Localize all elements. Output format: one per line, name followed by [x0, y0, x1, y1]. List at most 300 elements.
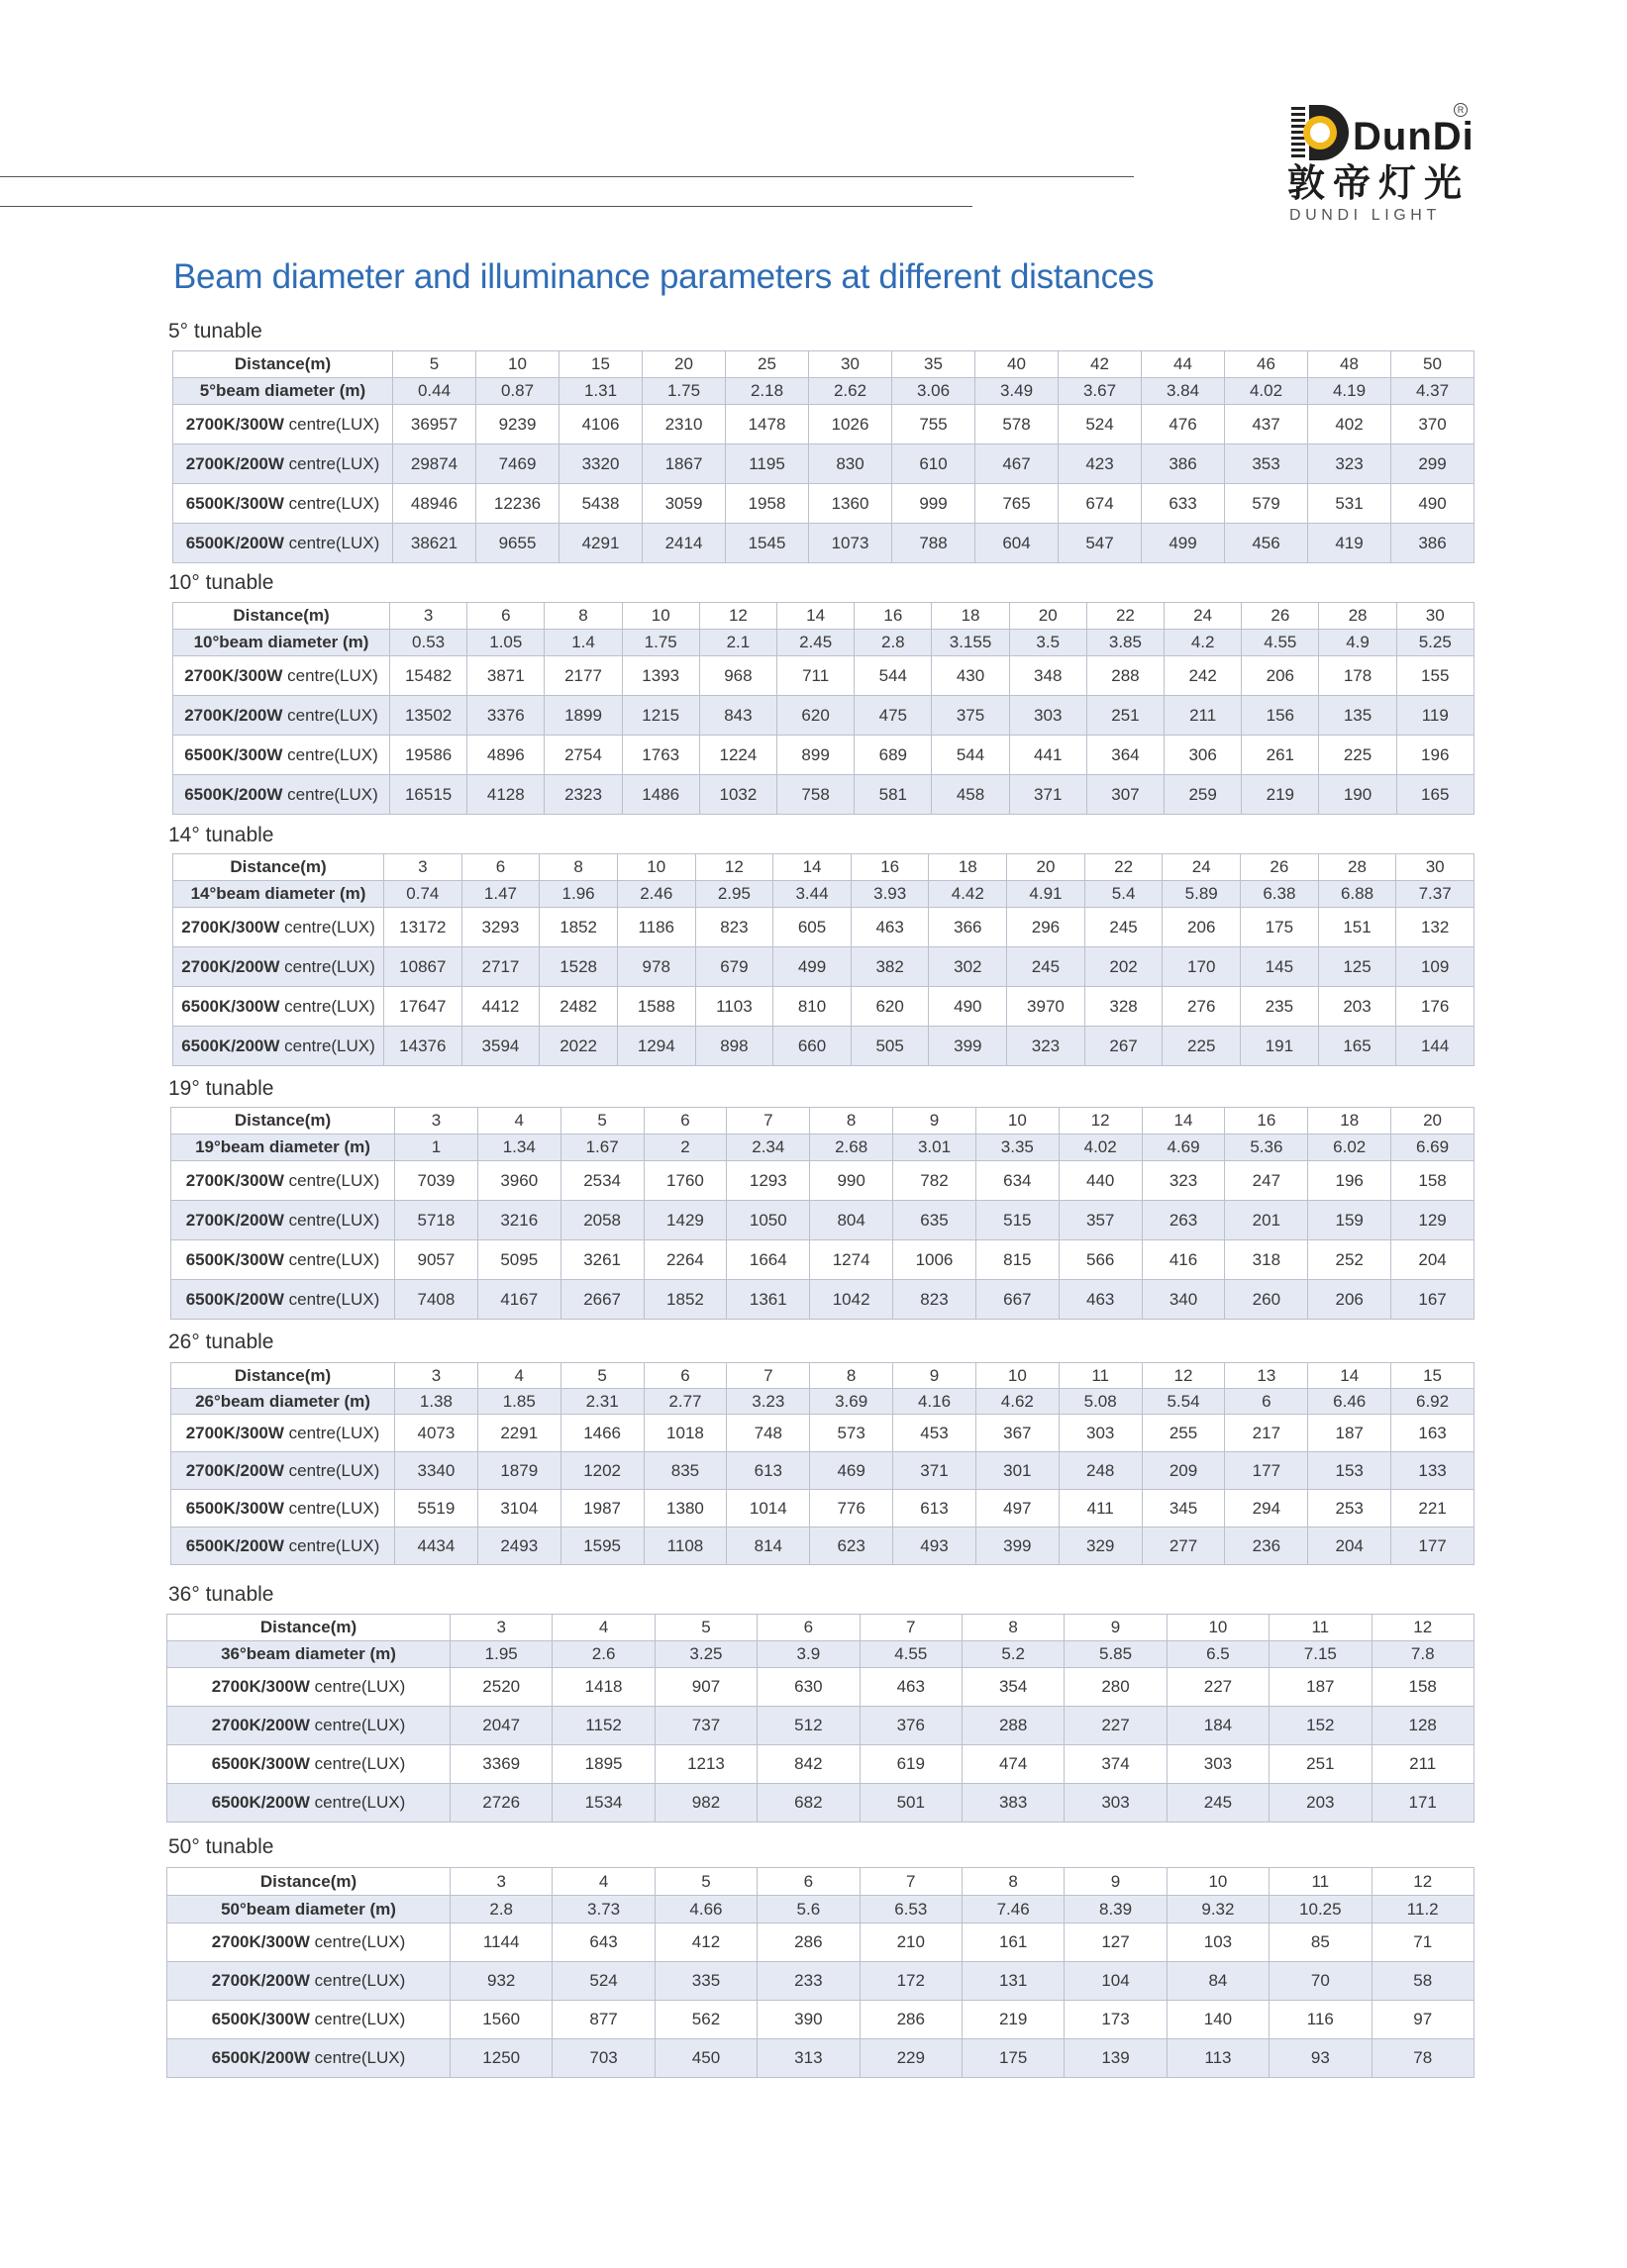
- lux-cell: 1393: [622, 656, 699, 696]
- lux-cell: 303: [1167, 1745, 1269, 1784]
- beam-cell: 3.9: [758, 1641, 860, 1668]
- lux-cell: 161: [962, 1923, 1064, 1962]
- distance-cell: 5: [560, 1363, 644, 1389]
- beam-cell: 6.5: [1167, 1641, 1269, 1668]
- lux-cell: 490: [1391, 484, 1474, 524]
- illuminance-row: [167, 1784, 1474, 1823]
- illuminance-row: [173, 1027, 1474, 1066]
- lux-cell: 196: [1308, 1161, 1391, 1201]
- lux-cell: 3871: [467, 656, 545, 696]
- distance-cell: 15: [1391, 1363, 1474, 1389]
- lux-cell: 245: [1007, 947, 1085, 987]
- lux-cell: 755: [892, 405, 975, 444]
- lux-cell: 390: [758, 2001, 860, 2039]
- beam-cell: 5.6: [758, 1896, 860, 1923]
- row-label: [173, 524, 393, 563]
- row-label-head: 2700K/300W: [185, 1170, 284, 1190]
- lux-cell: 10867: [384, 947, 462, 987]
- row-label: 19°beam diameter (m): [171, 1134, 395, 1161]
- lux-cell: 643: [553, 1923, 655, 1962]
- lux-cell: 139: [1065, 2039, 1167, 2078]
- lux-cell: 288: [962, 1707, 1064, 1745]
- lux-cell: 968: [699, 656, 776, 696]
- distance-cell: 7: [860, 1868, 962, 1896]
- distance-cell: 14: [773, 854, 852, 881]
- lux-cell: 345: [1142, 1490, 1225, 1528]
- beam-cell: 1.75: [643, 378, 726, 405]
- lux-cell: 524: [1059, 405, 1142, 444]
- row-label: [167, 1923, 451, 1962]
- lux-cell: 109: [1396, 947, 1474, 987]
- lux-cell: 2520: [451, 1668, 553, 1707]
- lux-cell: 135: [1319, 696, 1396, 736]
- lux-cell: 151: [1318, 908, 1396, 947]
- distance-cell: 18: [932, 603, 1009, 630]
- beam-cell: 1.47: [461, 881, 540, 908]
- lux-cell: 245: [1167, 1784, 1269, 1823]
- lux-cell: 206: [1308, 1280, 1391, 1320]
- row-label-tail: centre(LUX): [283, 533, 380, 552]
- illuminance-row: [167, 1707, 1474, 1745]
- beam-diameter-row: [167, 1896, 1474, 1923]
- distance-cell: 7: [860, 1615, 962, 1641]
- distance-cell: 8: [962, 1868, 1064, 1896]
- lux-cell: 145: [1241, 947, 1319, 987]
- lux-cell: 505: [851, 1027, 929, 1066]
- lux-cell: 286: [758, 1923, 860, 1962]
- lux-cell: 1294: [617, 1027, 695, 1066]
- lux-cell: 610: [892, 444, 975, 484]
- beam-cell: 2.6: [553, 1641, 655, 1668]
- beam-cell: 5.2: [962, 1641, 1064, 1668]
- distance-cell: 18: [1308, 1108, 1391, 1134]
- lux-cell: 4896: [467, 736, 545, 775]
- beam-cell: 0.53: [390, 630, 467, 656]
- distance-cell: 8: [545, 603, 622, 630]
- page-title: Beam diameter and illuminance parameters at different distances: [173, 257, 1155, 296]
- lux-cell: 1478: [726, 405, 809, 444]
- lux-cell: 3340: [395, 1452, 478, 1490]
- illuminance-row: [173, 656, 1474, 696]
- distance-row: [167, 1615, 1474, 1641]
- beam-cell: 6.53: [860, 1896, 962, 1923]
- lux-cell: 128: [1372, 1707, 1474, 1745]
- lux-cell: 898: [695, 1027, 773, 1066]
- lux-cell: 782: [893, 1161, 976, 1201]
- lux-cell: 204: [1308, 1528, 1391, 1565]
- lux-cell: 1588: [617, 987, 695, 1027]
- lux-cell: 682: [758, 1784, 860, 1823]
- beam-cell: 4.19: [1308, 378, 1391, 405]
- beam-cell: 1: [395, 1134, 478, 1161]
- distance-cell: 10: [1167, 1615, 1269, 1641]
- lux-cell: 5095: [477, 1240, 560, 1280]
- distance-cell: 50: [1391, 351, 1474, 378]
- lux-cell: 613: [893, 1490, 976, 1528]
- beam-cell: 6.88: [1318, 881, 1396, 908]
- lux-cell: 634: [975, 1161, 1059, 1201]
- data-table: [170, 1362, 1474, 1565]
- distance-cell: 11: [1059, 1363, 1142, 1389]
- distance-cell: 6: [644, 1363, 727, 1389]
- lux-cell: 467: [975, 444, 1059, 484]
- row-label: [173, 987, 384, 1027]
- lux-cell: 364: [1086, 736, 1164, 775]
- distance-cell: 8: [962, 1615, 1064, 1641]
- distance-cell: 8: [810, 1363, 893, 1389]
- lux-cell: 229: [860, 2039, 962, 2078]
- distance-cell: 10: [975, 1363, 1059, 1389]
- beam-diameter-row: [171, 1389, 1474, 1415]
- row-label-head: 2700K/300W: [184, 665, 283, 685]
- lux-cell: 93: [1270, 2039, 1372, 2078]
- lux-cell: 711: [777, 656, 855, 696]
- lux-cell: 211: [1372, 1745, 1474, 1784]
- lux-cell: 78: [1372, 2039, 1474, 2078]
- lux-cell: 476: [1142, 405, 1225, 444]
- distance-cell: 16: [855, 603, 932, 630]
- lux-cell: 907: [655, 1668, 757, 1707]
- beam-cell: 3.155: [932, 630, 1009, 656]
- lux-cell: 354: [962, 1668, 1064, 1707]
- beam-cell: 3.01: [893, 1134, 976, 1161]
- distance-cell: 7: [727, 1108, 810, 1134]
- row-label: [173, 405, 393, 444]
- row-label: 14°beam diameter (m): [173, 881, 384, 908]
- lux-cell: 412: [655, 1923, 757, 1962]
- section-label: 36° tunable: [168, 1583, 274, 1606]
- lux-cell: 3320: [559, 444, 643, 484]
- lux-cell: 3104: [477, 1490, 560, 1528]
- distance-cell: 6: [644, 1108, 727, 1134]
- lux-cell: 982: [655, 1784, 757, 1823]
- lux-cell: 132: [1396, 908, 1474, 947]
- lux-cell: 524: [553, 1962, 655, 2001]
- lux-cell: 12236: [476, 484, 559, 524]
- row-label-head: 6500K/300W: [211, 1754, 310, 1773]
- beam-cell: 2.18: [726, 378, 809, 405]
- lux-cell: 2534: [560, 1161, 644, 1201]
- beam-cell: 2.31: [560, 1389, 644, 1415]
- data-table: [170, 1107, 1474, 1320]
- lux-cell: 116: [1270, 2001, 1372, 2039]
- data-table: [172, 350, 1474, 563]
- lux-cell: 2310: [643, 405, 726, 444]
- lux-cell: 1852: [644, 1280, 727, 1320]
- beam-cell: 2.62: [809, 378, 892, 405]
- lux-cell: 125: [1318, 947, 1396, 987]
- lux-cell: 1108: [644, 1528, 727, 1565]
- row-label: [167, 1784, 451, 1823]
- lux-cell: 1595: [560, 1528, 644, 1565]
- distance-row: [173, 854, 1474, 881]
- lux-cell: 328: [1084, 987, 1163, 1027]
- lux-cell: 301: [975, 1452, 1059, 1490]
- lux-cell: 225: [1163, 1027, 1241, 1066]
- lux-cell: 810: [773, 987, 852, 1027]
- lux-cell: 419: [1308, 524, 1391, 563]
- lux-cell: 190: [1319, 775, 1396, 815]
- lux-cell: 416: [1142, 1240, 1225, 1280]
- distance-cell: 14: [1142, 1108, 1225, 1134]
- lux-cell: 236: [1225, 1528, 1308, 1565]
- lux-cell: 172: [860, 1962, 962, 2001]
- beam-cell: 0.87: [476, 378, 559, 405]
- beam-cell: 1.67: [560, 1134, 644, 1161]
- distance-cell: 5: [393, 351, 476, 378]
- beam-cell: 4.55: [860, 1641, 962, 1668]
- lux-cell: 167: [1391, 1280, 1474, 1320]
- lux-cell: 371: [1009, 775, 1086, 815]
- lux-cell: 175: [1241, 908, 1319, 947]
- lux-cell: 263: [1142, 1201, 1225, 1240]
- section-label: 5° tunable: [168, 320, 262, 343]
- lux-cell: 2323: [545, 775, 622, 815]
- row-label-head: 2700K/200W: [181, 956, 280, 976]
- distance-cell: 25: [726, 351, 809, 378]
- lux-cell: 1486: [622, 775, 699, 815]
- row-label-tail: centre(LUX): [279, 956, 375, 976]
- lux-cell: 1026: [809, 405, 892, 444]
- lux-cell: 3960: [477, 1161, 560, 1201]
- lux-cell: 2482: [540, 987, 618, 1027]
- distance-row: [173, 603, 1474, 630]
- distance-cell: 3: [451, 1615, 553, 1641]
- lux-cell: 990: [810, 1161, 893, 1201]
- row-label: Distance(m): [171, 1108, 395, 1134]
- row-label: [171, 1452, 395, 1490]
- lux-cell: 1987: [560, 1490, 644, 1528]
- lux-cell: 165: [1396, 775, 1474, 815]
- beam-cell: 1.85: [477, 1389, 560, 1415]
- row-label: [171, 1161, 395, 1201]
- lux-cell: 144: [1396, 1027, 1474, 1066]
- lux-cell: 2058: [560, 1201, 644, 1240]
- distance-cell: 20: [1391, 1108, 1474, 1134]
- lux-cell: 674: [1059, 484, 1142, 524]
- distance-cell: 26: [1241, 854, 1319, 881]
- row-label: [173, 696, 390, 736]
- lux-cell: 399: [929, 1027, 1007, 1066]
- row-label-tail: centre(LUX): [309, 2010, 406, 2028]
- beam-cell: 0.44: [393, 378, 476, 405]
- beam-cell: 3.23: [727, 1389, 810, 1415]
- lux-cell: 353: [1225, 444, 1308, 484]
- beam-cell: 3.93: [851, 881, 929, 908]
- row-label-head: 2700K/300W: [181, 917, 280, 937]
- row-label-head: 6500K/300W: [211, 2010, 310, 2028]
- illuminance-row: [173, 696, 1474, 736]
- lux-cell: 469: [810, 1452, 893, 1490]
- beam-cell: 5.08: [1059, 1389, 1142, 1415]
- lux-cell: 635: [893, 1201, 976, 1240]
- lux-cell: 830: [809, 444, 892, 484]
- row-label-head: 6500K/300W: [185, 1249, 284, 1269]
- lux-cell: 620: [777, 696, 855, 736]
- row-label-tail: centre(LUX): [279, 1035, 375, 1055]
- data-table: [166, 1614, 1474, 1823]
- lux-cell: 411: [1059, 1490, 1142, 1528]
- beam-cell: 4.55: [1242, 630, 1319, 656]
- lux-cell: 842: [758, 1745, 860, 1784]
- lux-cell: 932: [451, 1962, 553, 2001]
- beam-cell: 2.8: [451, 1896, 553, 1923]
- distance-cell: 14: [777, 603, 855, 630]
- distance-cell: 10: [622, 603, 699, 630]
- lux-cell: 7039: [395, 1161, 478, 1201]
- lux-cell: 450: [655, 2039, 757, 2078]
- illuminance-row: [167, 2039, 1474, 2078]
- lux-cell: 630: [758, 1668, 860, 1707]
- distance-cell: 20: [643, 351, 726, 378]
- row-label-head: 2700K/200W: [185, 453, 284, 473]
- beam-cell: 4.02: [1225, 378, 1308, 405]
- beam-cell: 3.67: [1059, 378, 1142, 405]
- lux-cell: 323: [1007, 1027, 1085, 1066]
- illuminance-row: [173, 524, 1474, 563]
- lux-cell: 1144: [451, 1923, 553, 1962]
- row-label-head: 2700K/200W: [185, 1460, 284, 1480]
- data-table: [166, 1867, 1474, 2078]
- lux-cell: 499: [773, 947, 852, 987]
- row-label: [167, 1962, 451, 2001]
- lux-cell: 475: [855, 696, 932, 736]
- lux-cell: 323: [1142, 1161, 1225, 1201]
- distance-cell: 12: [1372, 1868, 1474, 1896]
- distance-cell: 10: [617, 854, 695, 881]
- beam-cell: 6.69: [1391, 1134, 1474, 1161]
- lux-cell: 48946: [393, 484, 476, 524]
- beam-cell: 3.06: [892, 378, 975, 405]
- distance-cell: 28: [1318, 854, 1396, 881]
- beam-cell: 9.32: [1167, 1896, 1269, 1923]
- lux-cell: 1361: [727, 1280, 810, 1320]
- lux-cell: 159: [1308, 1201, 1391, 1240]
- distance-cell: 30: [809, 351, 892, 378]
- distance-cell: 5: [655, 1615, 757, 1641]
- row-label-head: 6500K/300W: [185, 493, 284, 513]
- lux-cell: 3059: [643, 484, 726, 524]
- lux-cell: 3261: [560, 1240, 644, 1280]
- lux-cell: 2177: [545, 656, 622, 696]
- lux-cell: 515: [975, 1201, 1059, 1240]
- beam-cell: 4.66: [655, 1896, 757, 1923]
- row-label-head: 2700K/300W: [185, 414, 284, 434]
- beam-diameter-row: [167, 1641, 1474, 1668]
- row-label: [171, 1528, 395, 1565]
- lux-cell: 233: [758, 1962, 860, 2001]
- lux-cell: 288: [1086, 656, 1164, 696]
- distance-cell: 9: [1065, 1868, 1167, 1896]
- lux-cell: 303: [1059, 1415, 1142, 1452]
- row-label: Distance(m): [167, 1615, 451, 1641]
- lux-cell: 1018: [644, 1415, 727, 1452]
- distance-cell: 12: [695, 854, 773, 881]
- illuminance-row: [171, 1452, 1474, 1490]
- lux-cell: 578: [975, 405, 1059, 444]
- lux-cell: 36957: [393, 405, 476, 444]
- distance-cell: 24: [1163, 854, 1241, 881]
- lux-cell: 113: [1167, 2039, 1269, 2078]
- lux-cell: 13172: [384, 908, 462, 947]
- lux-cell: 84: [1167, 1962, 1269, 2001]
- row-label-head: 6500K/200W: [184, 784, 283, 804]
- lux-cell: 1195: [726, 444, 809, 484]
- lux-cell: 1014: [727, 1490, 810, 1528]
- distance-cell: 5: [655, 1868, 757, 1896]
- lux-cell: 376: [860, 1707, 962, 1745]
- beam-cell: 2.34: [727, 1134, 810, 1161]
- lux-cell: 440: [1059, 1161, 1142, 1201]
- illuminance-row: [173, 987, 1474, 1027]
- lux-cell: 155: [1396, 656, 1474, 696]
- beam-cell: 5.54: [1142, 1389, 1225, 1415]
- row-label: Distance(m): [167, 1868, 451, 1896]
- distance-cell: 3: [390, 603, 467, 630]
- illuminance-row: [173, 736, 1474, 775]
- illuminance-row: [171, 1415, 1474, 1452]
- lux-cell: 1073: [809, 524, 892, 563]
- lux-cell: 335: [655, 1962, 757, 2001]
- lux-cell: 843: [699, 696, 776, 736]
- lux-cell: 512: [758, 1707, 860, 1745]
- lux-cell: 689: [855, 736, 932, 775]
- row-label: [173, 775, 390, 815]
- lux-cell: 219: [962, 2001, 1064, 2039]
- lux-cell: 1360: [809, 484, 892, 524]
- lux-cell: 247: [1225, 1161, 1308, 1201]
- beam-cell: 1.4: [545, 630, 622, 656]
- beam-cell: 3.25: [655, 1641, 757, 1668]
- lux-cell: 497: [975, 1490, 1059, 1528]
- distance-cell: 10: [1167, 1868, 1269, 1896]
- beam-cell: 6.02: [1308, 1134, 1391, 1161]
- lux-cell: 156: [1242, 696, 1319, 736]
- section-label: 19° tunable: [168, 1077, 274, 1100]
- lux-cell: 251: [1270, 1745, 1372, 1784]
- lux-cell: 499: [1142, 524, 1225, 563]
- lux-cell: 206: [1163, 908, 1241, 947]
- lux-cell: 531: [1308, 484, 1391, 524]
- lux-cell: 1152: [553, 1707, 655, 1745]
- beam-cell: 1.31: [559, 378, 643, 405]
- lux-cell: 348: [1009, 656, 1086, 696]
- row-label-tail: centre(LUX): [283, 453, 380, 473]
- lux-cell: 823: [695, 908, 773, 947]
- lux-cell: 3293: [461, 908, 540, 947]
- lux-cell: 386: [1142, 444, 1225, 484]
- lux-cell: 765: [975, 484, 1059, 524]
- lux-cell: 329: [1059, 1528, 1142, 1565]
- distance-cell: 3: [451, 1868, 553, 1896]
- row-label-head: 2700K/200W: [211, 1971, 310, 1990]
- lux-cell: 562: [655, 2001, 757, 2039]
- lux-cell: 153: [1308, 1452, 1391, 1490]
- illuminance-row: [167, 1668, 1474, 1707]
- illuminance-row: [173, 444, 1474, 484]
- distance-cell: 9: [893, 1363, 976, 1389]
- distance-cell: 40: [975, 351, 1059, 378]
- lux-cell: 605: [773, 908, 852, 947]
- lux-cell: 1560: [451, 2001, 553, 2039]
- distance-cell: 3: [395, 1108, 478, 1134]
- beam-cell: 4.2: [1165, 630, 1242, 656]
- lux-cell: 202: [1084, 947, 1163, 987]
- lux-cell: 547: [1059, 524, 1142, 563]
- lux-cell: 2022: [540, 1027, 618, 1066]
- lux-cell: 221: [1391, 1490, 1474, 1528]
- beam-cell: 3.35: [975, 1134, 1059, 1161]
